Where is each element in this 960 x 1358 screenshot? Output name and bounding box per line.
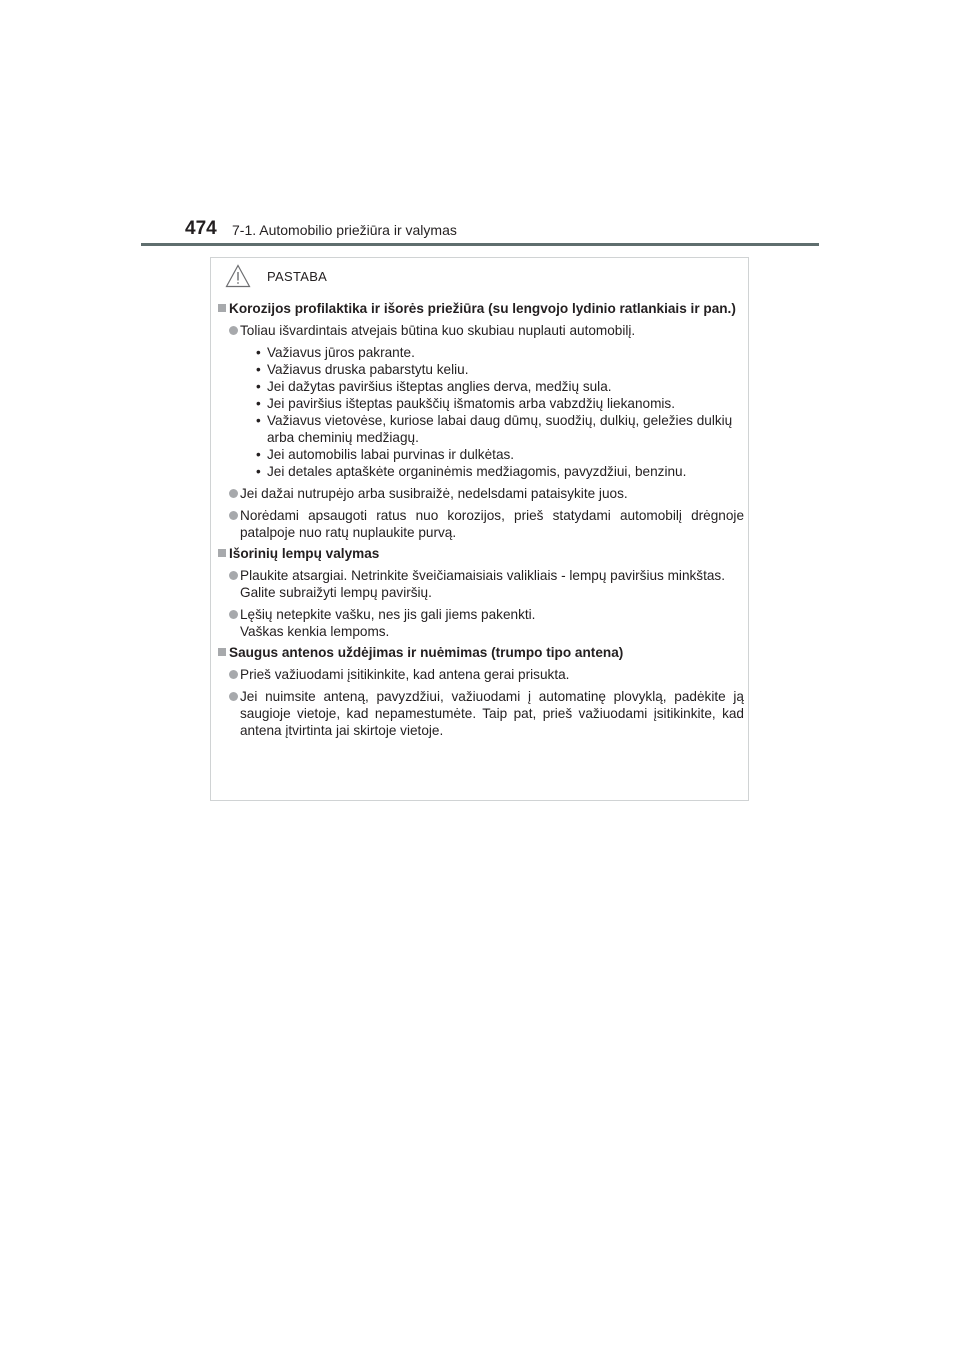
sub-list-item: • Važiavus vietovėse, kuriose labai daug dūmų, suodžių, dulkių, geležies dulkių arba cheminių medžiagų. xyxy=(256,412,744,446)
list-item xyxy=(218,666,744,683)
circle-bullet-icon xyxy=(229,692,238,701)
section-heading-text: Korozijos profilaktika ir išorės priežiūra (su lengvojo lydinio ratlankiais ir pan.) xyxy=(229,301,736,316)
section-heading-text: Išorinių lempų valymas xyxy=(229,546,380,561)
list-item xyxy=(218,322,744,339)
square-bullet-icon xyxy=(218,549,226,557)
circle-bullet-icon xyxy=(229,489,238,498)
list-item-extra: Galite subraižyti lempų paviršių. xyxy=(240,585,432,600)
circle-bullet-icon xyxy=(229,571,238,580)
list-item xyxy=(218,606,744,640)
circle-bullet-icon xyxy=(229,610,238,619)
list-item-text: Lęšių netepkite vašku, nes jis gali jiems pakenkti. xyxy=(240,607,536,622)
notice-label: PASTABA xyxy=(267,269,328,284)
sub-list xyxy=(218,344,744,480)
sub-list-item: • Jei dažytas paviršius išteptas anglies derva, medžių sula. xyxy=(256,378,744,395)
list-item-text: Toliau išvardintais atvejais būtina kuo skubiau nuplauti automobilį. xyxy=(240,323,636,338)
list-item-text: Norėdami apsaugoti ratus nuo korozijos, prieš statydami automobilį drėgnoje patalpoje nuo ratų nuplaukite purvą. xyxy=(240,508,744,540)
notice-box xyxy=(210,257,749,801)
sub-list-item: • Jei detales aptaškėte organinėmis medžiagomis, pavyzdžiui, benzinu. xyxy=(256,463,744,480)
sub-list-item: • Jei paviršius išteptas paukščių išmatomis arba vabzdžių liekanomis. xyxy=(256,395,744,412)
notice-content xyxy=(218,300,744,739)
square-bullet-icon xyxy=(218,648,226,656)
square-bullet-icon xyxy=(218,304,226,312)
section-heading-lamps xyxy=(218,545,744,562)
list-item-text: Jei nuimsite anteną, pavyzdžiui, važiuodami į automatinę plovyklą, padėkite ją saugioje vietoje, kad nepamestumėte. Taip pat, prieš važiuodami įsitikinkite, kad antena įtvirtinta jai skirtoje vietoje. xyxy=(240,689,744,738)
list-item xyxy=(218,507,744,541)
section-heading-text: Saugus antenos uždėjimas ir nuėmimas (trumpo tipo antena) xyxy=(229,645,624,660)
list-item xyxy=(218,485,744,502)
circle-bullet-icon xyxy=(229,511,238,520)
list-item-text: Prieš važiuodami įsitikinkite, kad antena gerai prisukta. xyxy=(240,667,570,682)
section-heading-antenna xyxy=(218,644,744,661)
header-rule xyxy=(141,243,819,246)
list-item-text: Jei dažai nutrupėjo arba susibraižė, nedelsdami pataisykite juos. xyxy=(240,486,628,501)
list-item xyxy=(218,688,744,739)
list-item-text: Plaukite atsargiai. Netrinkite šveičiamaisiais valikliais - lempų paviršius minkštas. xyxy=(240,568,726,583)
sub-list-item: • Važiavus jūros pakrante. xyxy=(256,344,744,361)
list-item-extra: Vaškas kenkia lempoms. xyxy=(240,624,390,639)
circle-bullet-icon xyxy=(229,670,238,679)
sub-list-item: • Važiavus druska pabarstytu keliu. xyxy=(256,361,744,378)
circle-bullet-icon xyxy=(229,326,238,335)
list-item xyxy=(218,567,744,601)
page-number: 474 xyxy=(185,218,217,239)
warning-triangle-icon xyxy=(225,264,251,288)
section-heading-corrosion xyxy=(218,300,744,317)
sub-list-item: • Jei automobilis labai purvinas ir dulkėtas. xyxy=(256,446,744,463)
section-title: 7-1. Automobilio priežiūra ir valymas xyxy=(232,222,457,238)
